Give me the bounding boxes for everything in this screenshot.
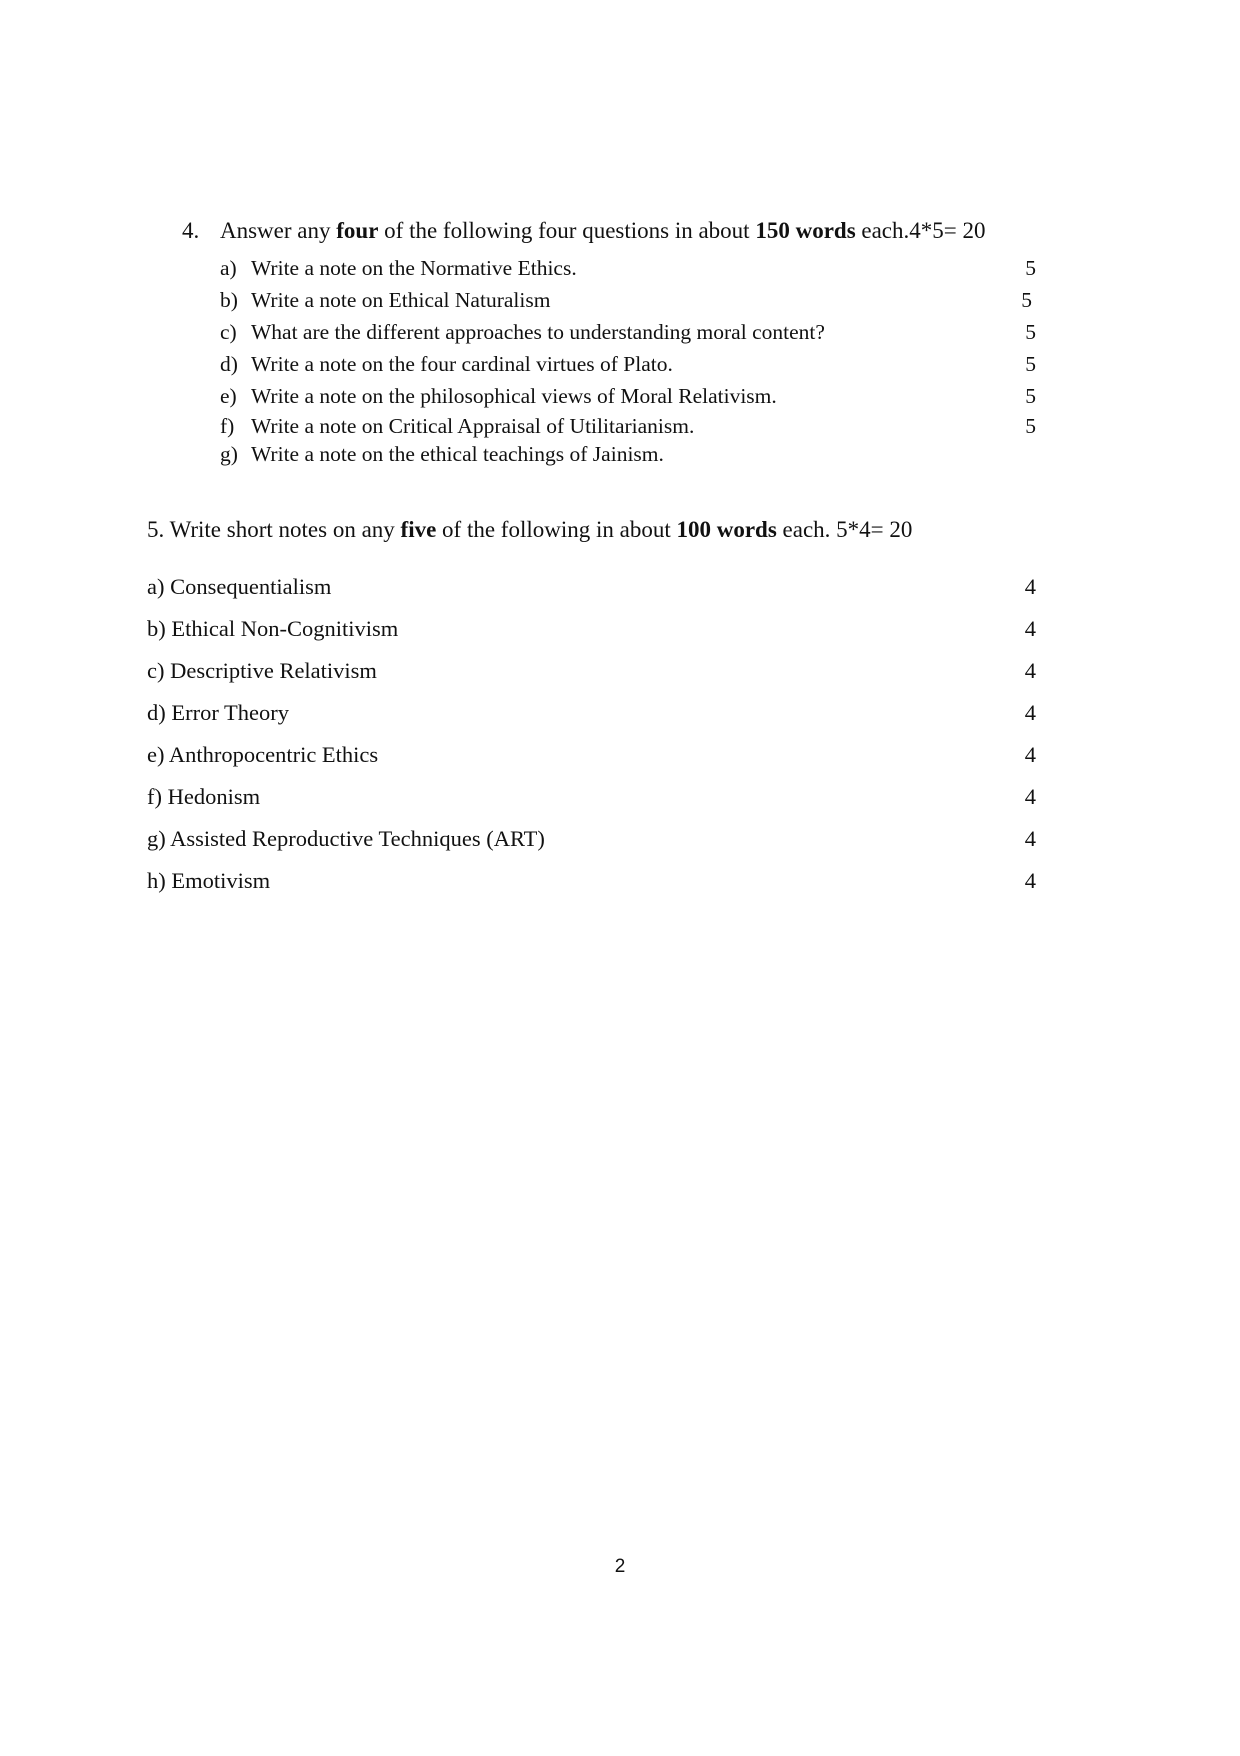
question-4-heading <box>182 218 986 244</box>
question-5-item-c <box>147 650 1040 692</box>
question-5-item-g <box>147 818 1040 860</box>
question-5-instruction-part2: of the following in about <box>436 517 677 542</box>
question-4-list <box>220 252 1040 468</box>
item-marks: 4 <box>1024 742 1036 767</box>
question-4-item-f <box>220 412 1040 440</box>
item-text: f) Hedonism <box>147 784 261 809</box>
question-5-item-f <box>147 776 1040 818</box>
item-marks: 5 <box>1025 320 1036 344</box>
item-marks: 4 <box>1024 826 1036 851</box>
item-text: b) Ethical Non-Cognitivism <box>147 616 399 641</box>
item-letter: b) <box>220 288 238 312</box>
question-4-item-c <box>220 316 1040 348</box>
item-letter: e) <box>220 384 237 408</box>
question-4-item-b <box>220 284 1040 316</box>
question-4-instruction-part3: each.4*5= 20 <box>855 218 986 243</box>
item-marks: 5 <box>1025 352 1036 376</box>
question-4-instruction-bold2: 150 words <box>755 218 856 243</box>
item-text: Write a note on Critical Appraisal of Utilitarianism. <box>251 414 695 438</box>
question-4-instruction-part1: Answer any <box>220 218 337 243</box>
question-5-instruction-bold2: 100 words <box>676 517 777 542</box>
item-marks: 4 <box>1024 658 1036 683</box>
question-5-instruction-part1: 5. Write short notes on any <box>147 517 401 542</box>
item-marks: 5 <box>1021 288 1032 312</box>
question-4-number: 4. <box>182 218 200 243</box>
item-text: Write a note on the Normative Ethics. <box>251 256 577 280</box>
item-text: Write a note on the philosophical views of Moral Relativism. <box>251 384 777 408</box>
item-letter: c) <box>220 320 237 344</box>
question-4-item-e <box>220 380 1040 412</box>
item-text: What are the different approaches to understanding moral content? <box>251 320 825 344</box>
item-text: h) Emotivism <box>147 868 271 893</box>
item-marks: 4 <box>1024 868 1036 893</box>
item-marks: 5 <box>1025 256 1036 280</box>
item-text: g) Assisted Reproductive Techniques (ART) <box>147 826 545 851</box>
item-letter: d) <box>220 352 238 376</box>
item-text: Write a note on Ethical Naturalism <box>251 288 551 312</box>
item-text: Write a note on the ethical teachings of Jainism. <box>251 442 664 466</box>
question-4-item-a <box>220 252 1040 284</box>
question-5-instruction-bold1: five <box>400 517 437 542</box>
item-marks: 5 <box>1025 414 1036 438</box>
question-4-item-d <box>220 348 1040 380</box>
item-letter: g) <box>220 442 238 466</box>
item-text: c) Descriptive Relativism <box>147 658 377 683</box>
item-marks: 4 <box>1024 574 1036 599</box>
item-text: d) Error Theory <box>147 700 290 725</box>
item-text: e) Anthropocentric Ethics <box>147 742 379 767</box>
item-marks: 4 <box>1024 616 1036 641</box>
item-letter: a) <box>220 256 237 280</box>
item-marks: 4 <box>1024 784 1036 809</box>
question-5-item-a <box>147 566 1040 608</box>
item-marks: 5 <box>1025 384 1036 408</box>
item-text: a) Consequentialism <box>147 574 332 599</box>
item-marks: 4 <box>1024 700 1036 725</box>
question-4-item-g <box>220 440 1040 468</box>
question-5-heading <box>147 517 912 543</box>
question-5-item-d <box>147 692 1040 734</box>
question-5-item-h <box>147 860 1040 902</box>
question-5-list <box>147 566 1040 902</box>
question-5-instruction-part3: each. 5*4= 20 <box>776 517 913 542</box>
item-letter: f) <box>220 414 235 438</box>
question-4-instruction-part2: of the following four questions in about <box>378 218 756 243</box>
question-4-instruction-bold1: four <box>336 218 379 243</box>
question-5-item-b <box>147 608 1040 650</box>
page-number: 2 <box>614 1556 626 1577</box>
item-text: Write a note on the four cardinal virtues of Plato. <box>251 352 673 376</box>
question-5-item-e <box>147 734 1040 776</box>
